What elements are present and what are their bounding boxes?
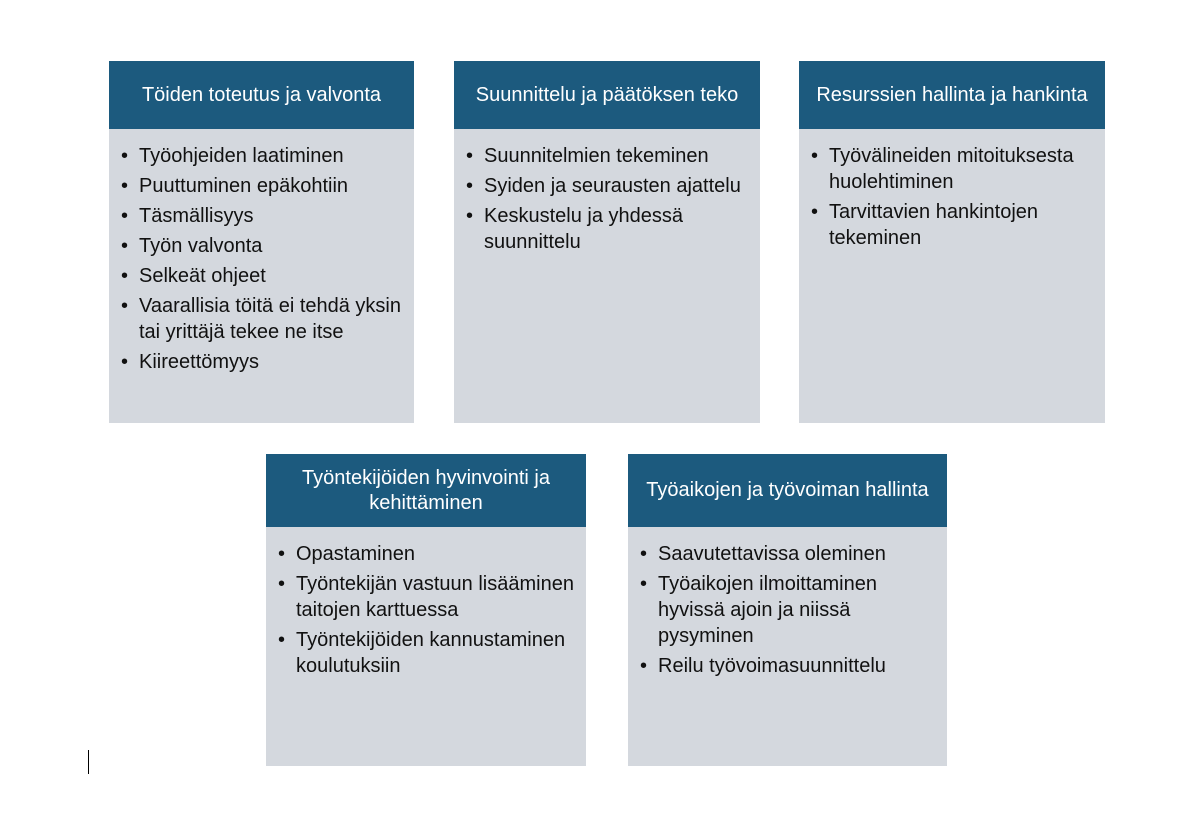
list-item: [121, 293, 402, 345]
list-item: [121, 203, 402, 229]
bullet-icon: •: [466, 145, 474, 167]
bullet-icon: •: [466, 205, 474, 227]
list-item-text: Suunnitelmien tekeminen: [484, 145, 709, 167]
list-item-text: Kiireettömyys: [139, 351, 260, 373]
bullet-icon: •: [121, 175, 129, 197]
bullet-icon: •: [811, 145, 819, 167]
list-item: [278, 571, 574, 623]
card-title: Resurssien hallinta ja hankinta: [799, 61, 1105, 129]
list-item: [466, 143, 748, 169]
list-item: [121, 233, 402, 259]
list-item-text: Työohjeiden laatiminen: [139, 145, 344, 167]
bullet-icon: •: [640, 543, 648, 565]
card-item-list: [266, 527, 586, 679]
card-item-list: [454, 129, 760, 255]
card-title: Työntekijöiden hyvinvointi ja kehittäminen: [266, 454, 586, 527]
list-item-text: Syiden ja seurausten ajattelu: [484, 175, 741, 197]
list-item-text: Työntekijän vastuun lisääminen taitojen karttuessa: [296, 573, 574, 621]
list-item-text: Saavutettavissa oleminen: [658, 543, 886, 565]
list-item-text: Täsmällisyys: [139, 205, 254, 227]
bullet-icon: •: [278, 573, 286, 595]
card-title: Suunnittelu ja päätöksen teko: [454, 61, 760, 129]
bullet-icon: •: [121, 205, 129, 227]
list-item: [640, 571, 935, 649]
list-item: [640, 541, 935, 567]
bullet-icon: •: [121, 351, 129, 373]
bullet-icon: •: [640, 655, 648, 677]
card-item-list: [799, 129, 1105, 251]
list-item: [278, 627, 574, 679]
list-item-text: Vaarallisia töitä ei tehdä yksin tai yrittäjä tekee ne itse: [139, 295, 401, 343]
list-item: [811, 199, 1093, 251]
text-cursor: [88, 750, 89, 774]
bullet-icon: •: [121, 295, 129, 317]
list-item: [466, 173, 748, 199]
bullet-icon: •: [121, 145, 129, 167]
list-item-text: Tarvittavien hankintojen tekeminen: [829, 201, 1039, 249]
list-item-text: Opastaminen: [296, 543, 415, 565]
list-item: [121, 143, 402, 169]
card-item-list: [628, 527, 947, 679]
list-item: [278, 541, 574, 567]
list-item: [640, 653, 935, 679]
list-item-text: Puuttuminen epäkohtiin: [139, 175, 349, 197]
card-item-list: [109, 129, 414, 375]
list-item-text: Selkeät ohjeet: [139, 265, 266, 287]
bullet-icon: •: [121, 265, 129, 287]
card-title: Työaikojen ja työvoiman hallinta: [628, 454, 947, 527]
list-item-text: Työaikojen ilmoittaminen hyvissä ajoin ja niissä pysyminen: [658, 573, 877, 647]
card-title: Töiden toteutus ja valvonta: [109, 61, 414, 129]
bullet-icon: •: [121, 235, 129, 257]
list-item: [121, 173, 402, 199]
card-suunnittelu: [454, 61, 760, 423]
card-resurssien-hallinta: [799, 61, 1105, 423]
card-tyoaikojen-hallinta: [628, 454, 947, 766]
list-item: [121, 349, 402, 375]
bullet-icon: •: [811, 201, 819, 223]
bullet-icon: •: [466, 175, 474, 197]
list-item-text: Työntekijöiden kannustaminen koulutuksiin: [296, 629, 566, 677]
card-toiden-toteutus: [109, 61, 414, 423]
list-item: [466, 203, 748, 255]
list-item: [811, 143, 1093, 195]
bullet-icon: •: [640, 573, 648, 595]
list-item-text: Työn valvonta: [139, 235, 263, 257]
list-item-text: Reilu työvoimasuunnittelu: [658, 655, 886, 677]
bullet-icon: •: [278, 629, 286, 651]
card-tyontekijoiden-hyvinvointi: [266, 454, 586, 766]
list-item-text: Työvälineiden mitoituksesta huolehtiminen: [829, 145, 1074, 193]
bullet-icon: •: [278, 543, 286, 565]
list-item: [121, 263, 402, 289]
list-item-text: Keskustelu ja yhdessä suunnittelu: [484, 205, 684, 253]
